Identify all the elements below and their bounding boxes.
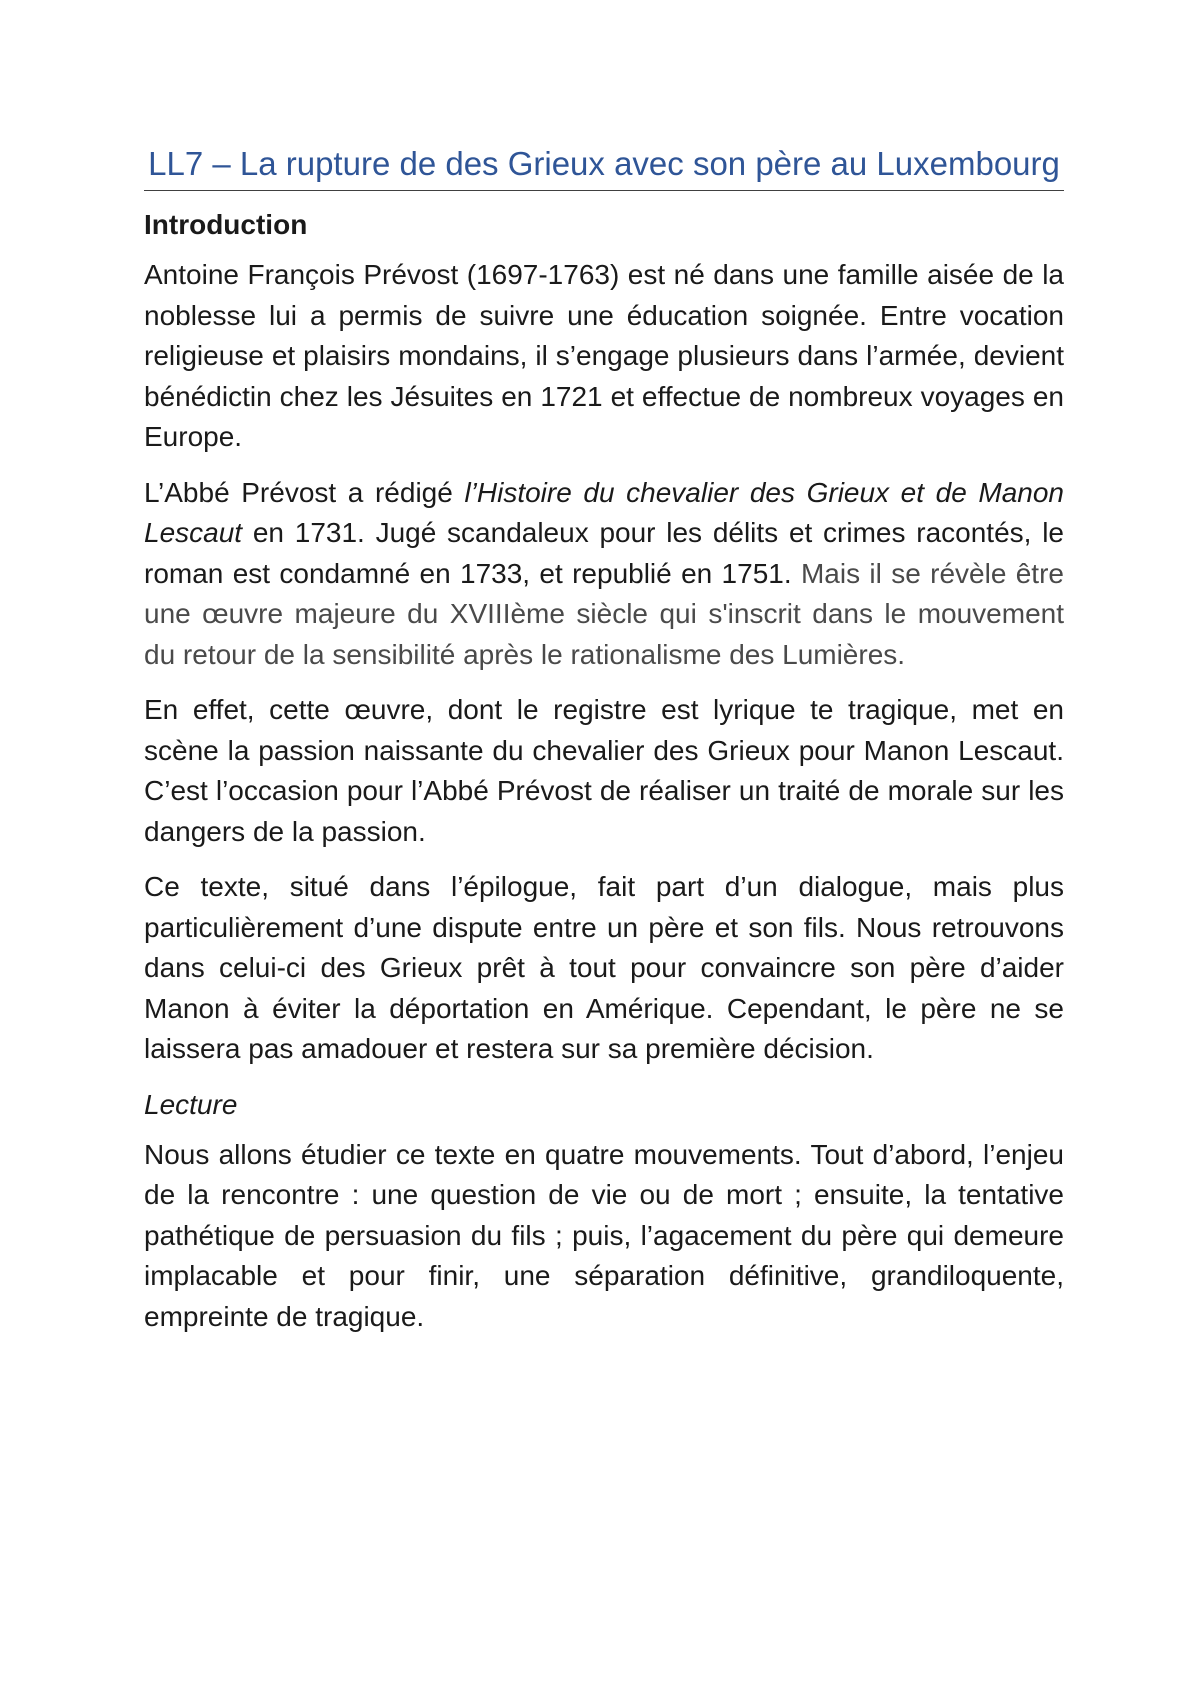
- paragraph-2-part-a: L’Abbé Prévost a rédigé: [144, 476, 465, 508]
- work-title: l’Histoire du chevalier des Grieux et de Manon Lescaut: [144, 476, 1065, 548]
- paragraph-2: [144, 473, 1064, 676]
- section-heading-lecture: Lecture: [144, 1088, 238, 1120]
- section-heading-introduction: Introduction: [144, 209, 308, 240]
- paragraph-4: Ce texte, situé dans l’épilogue, fait part d’un dialogue, mais plus particulièrement d’une dispute entre un père et son fils. Nous retrouvons dans celui-ci des Grieux prêt à tout pour convaincre son père d’aider Manon à éviter la déportation en Amérique. Cependant, le père ne se laissera pas amadouer et restera sur sa première décision.: [144, 871, 1064, 1064]
- paragraph-5: Nous allons étudier ce texte en quatre mouvements. Tout d’abord, l’enjeu de la rencontre : une question de vie ou de mort ; ensuite, la tentative pathétique de persuasion du fils ; puis, l’agacement du père qui demeure implacable et pour finir, une séparation définitive, grandiloquente, empreinte de tragique.: [144, 1138, 1064, 1332]
- paragraph-2-part-c: Mais il se révèle être une œuvre majeure du XVIIIème siècle qui s'inscrit dans le mouvement du retour de la sensibilité après le rationalisme des Lumières.: [144, 557, 1064, 670]
- paragraph-2-part-b: en 1731. Jugé scandaleux pour les délits et crimes racontés, le roman est condamné en 1733, et republié en 1751.: [144, 517, 1064, 589]
- document-title: LL7 – La rupture de des Grieux avec son père au Luxembourg: [144, 140, 1064, 191]
- document-page: [144, 140, 1064, 1352]
- paragraph-3: En effet, cette œuvre, dont le registre est lyrique te tragique, met en scène la passion naissante du chevalier des Grieux pour Manon Lescaut. C’est l’occasion pour l’Abbé Prévost de réaliser un traité de morale sur les dangers de la passion.: [144, 694, 1064, 847]
- paragraph-1: Antoine François Prévost (1697-1763) est né dans une famille aisée de la noblesse lui a permis de suivre une éducation soignée. Entre vocation religieuse et plaisirs mondains, il s’engage plusieurs dans l’armée, devient bénédictin chez les Jésuites en 1721 et effectue de nombreux voyages en Europe.: [144, 259, 1064, 452]
